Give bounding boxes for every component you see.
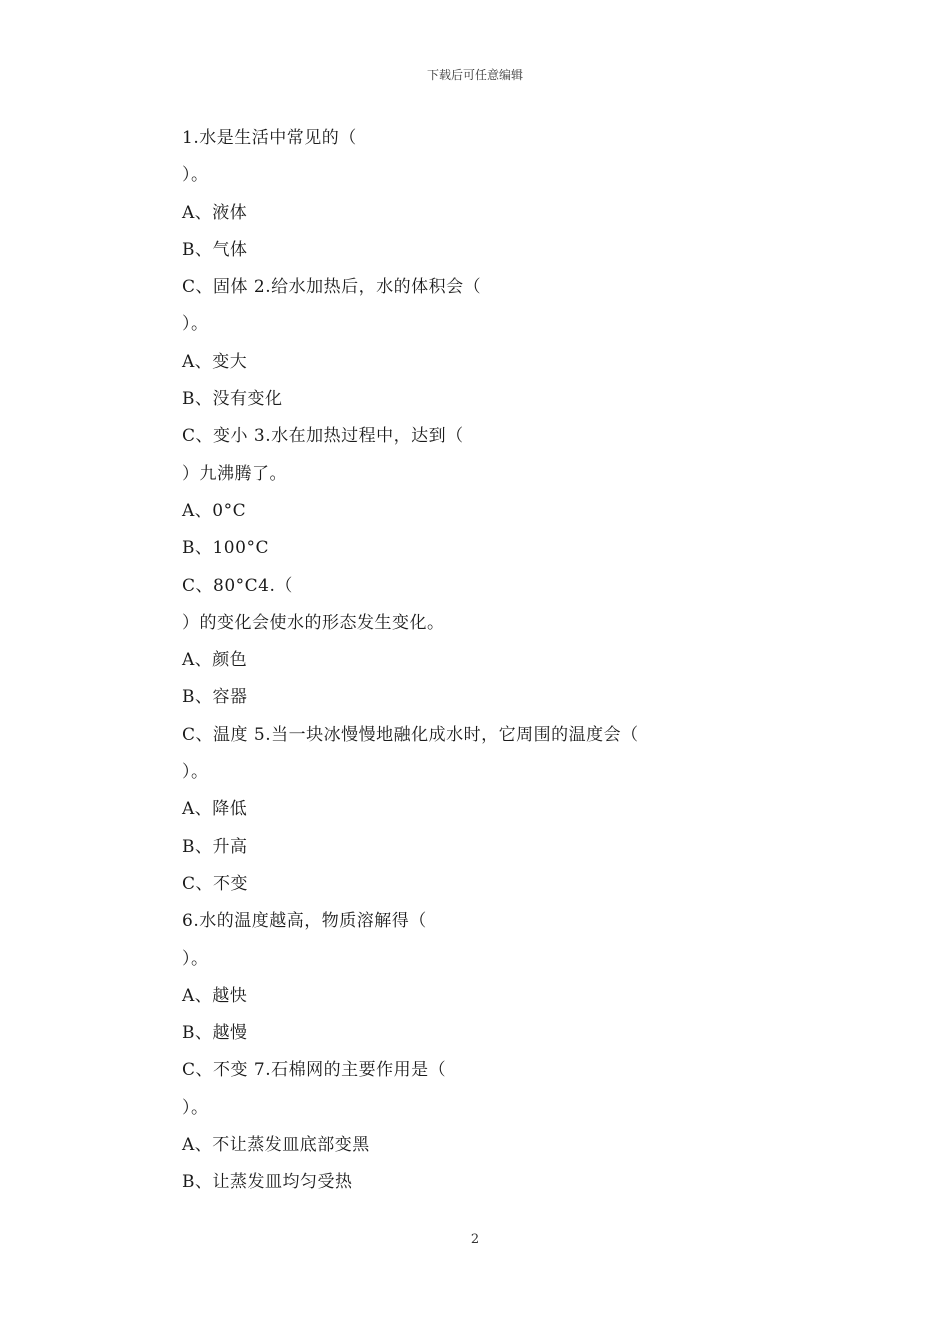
question-1: 1.水是生活中常见的（ — [182, 128, 357, 148]
option-b: B、容器 — [182, 687, 248, 708]
question-4-continuation: ）的变化会使水的形态发生变化。 — [182, 612, 445, 633]
option-a: A、越快 — [182, 985, 248, 1006]
option-a: A、颜色 — [182, 650, 248, 671]
question-5-continuation: ）。 — [182, 762, 209, 783]
question-3-continuation: ）九沸腾了。 — [182, 463, 287, 484]
option-a: A、0°C — [182, 500, 247, 521]
option-c-question-3: C、变小 3.水在加热过程中，达到（ — [182, 426, 464, 447]
option-b: B、100°C — [182, 538, 269, 559]
option-a: A、不让蒸发皿底部变黑 — [182, 1135, 370, 1156]
option-b: B、升高 — [182, 836, 248, 857]
document-body — [182, 120, 782, 1202]
option-c-question-7: C、不变 7.石棉网的主要作用是（ — [182, 1060, 447, 1081]
option-b: B、气体 — [182, 239, 248, 260]
option-c: C、不变 — [182, 873, 249, 894]
question-7-continuation: ）。 — [182, 1097, 209, 1118]
question-6: 6.水的温度越高，物质溶解得（ — [182, 911, 427, 932]
option-b: B、越慢 — [182, 1023, 248, 1044]
option-a: A、降低 — [182, 799, 248, 820]
page-number: 2 — [470, 1232, 480, 1247]
option-c-question-5: C、温度 5.当一块冰慢慢地融化成水时，它周围的温度会（ — [182, 724, 639, 745]
option-b: B、让蒸发皿均匀受热 — [182, 1172, 353, 1193]
option-c-question-2: C、固体 2.给水加热后，水的体积会（ — [182, 277, 482, 298]
question-1-continuation: ）。 — [182, 165, 209, 186]
option-a: A、变大 — [182, 351, 248, 372]
option-c-question-4: C、80°C4.（ — [182, 575, 293, 596]
option-b: B、没有变化 — [182, 389, 283, 410]
option-a: A、液体 — [182, 202, 248, 223]
question-2-continuation: ）。 — [182, 314, 209, 335]
question-6-continuation: ）。 — [182, 948, 209, 969]
page-header: 下载后可任意编辑 — [426, 68, 523, 82]
